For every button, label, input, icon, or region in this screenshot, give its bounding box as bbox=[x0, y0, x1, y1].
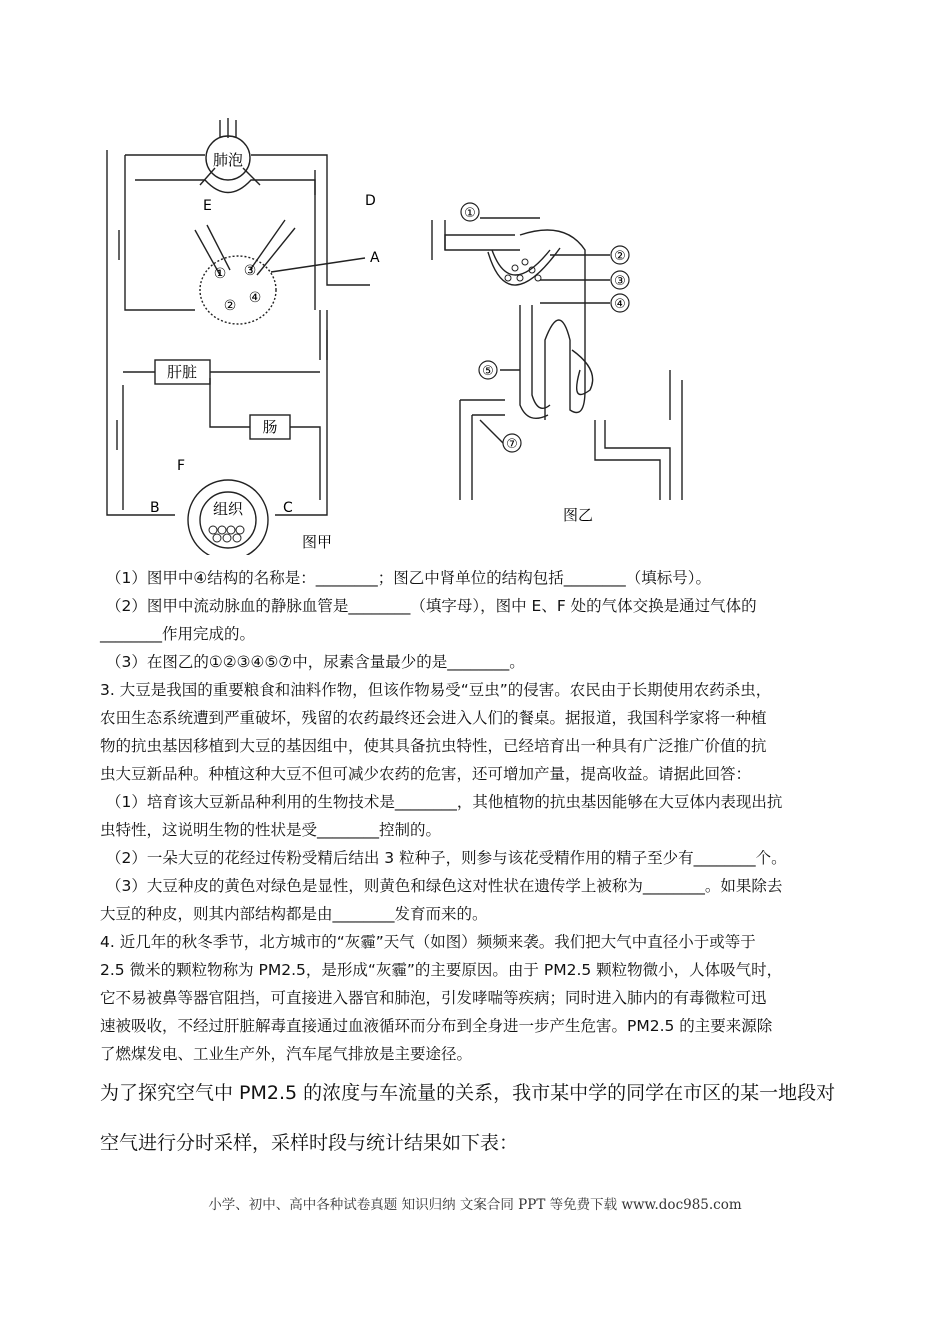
label-yi-3: ③ bbox=[614, 274, 626, 289]
figure-jia-circulation-diagram bbox=[95, 110, 395, 555]
q3-part3-line1: （3）大豆种皮的黄色对绿色是显性，则黄色和绿色这对性状在遗传学上被称为________。如果除去 bbox=[106, 877, 783, 895]
q4-paragraph2-line2: 空气进行分时采样，采样时段与统计结果如下表： bbox=[100, 1132, 519, 1154]
q2-part2-line1: （2）图甲中流动脉血的静脉血管是________（填字母），图中 E、F 处的气体交换是通过气体的 bbox=[106, 597, 757, 615]
question-3-block bbox=[100, 676, 840, 928]
q2-part3: （3）在图乙的①②③④⑤⑦中，尿素含量最少的是________。 bbox=[106, 653, 525, 671]
label-yi-2: ② bbox=[614, 249, 626, 264]
label-yi-1: ① bbox=[464, 206, 476, 221]
label-jia-3: ③ bbox=[243, 263, 257, 279]
figure-yi-caption: 图乙 bbox=[562, 506, 594, 524]
q3-part2: （2）一朵大豆的花经过传粉受精后结出 3 粒种子，则参与该花受精作用的精子至少有________个。 bbox=[106, 849, 787, 867]
label-tissue: 组织 bbox=[212, 500, 244, 518]
q3-part1-line2: 虫特性，这说明生物的性状是受________控制的。 bbox=[100, 821, 442, 839]
q4-intro-line: 4. 近几年的秋冬季节，北方城市的“灰霾”天气（如图）频频来袭。我们把大气中直径小于或等于 bbox=[100, 933, 756, 951]
q3-intro-line: 3. 大豆是我国的重要粮食和油料作物，但该作物易受“豆虫”的侵害。农民由于长期使用农药杀虫， bbox=[100, 681, 772, 699]
q2-part1: （1）图甲中④结构的名称是：________；图乙中肾单位的结构包括________（填标号）。 bbox=[106, 569, 712, 587]
label-E: E bbox=[203, 198, 212, 214]
label-intestine: 肠 bbox=[262, 418, 278, 436]
q4-intro-line: 了燃煤发电、工业生产外，汽车尾气排放是主要途径。 bbox=[100, 1045, 473, 1063]
label-liver: 肝脏 bbox=[166, 363, 198, 381]
q4-paragraph2-line1: 为了探究空气中 PM2.5 的浓度与车流量的关系，我市某中学的同学在市区的某一地段对 bbox=[100, 1082, 836, 1104]
q4-intro-line: 2.5 微米的颗粒物称为 PM2.5，是形成“灰霾”的主要原因。由于 PM2.5 颗粒物微小，人体吸气时， bbox=[100, 961, 783, 979]
q3-part3-line2: 大豆的种皮，则其内部结构都是由________发育而来的。 bbox=[100, 905, 488, 923]
q4-intro-line: 速被吸收，不经过肝脏解毒直接通过血液循环而分布到全身进一步产生危害。PM2.5 的主要来源除 bbox=[100, 1017, 773, 1035]
q3-part1-line1: （1）培育该大豆新品种利用的生物技术是________，其他植物的抗虫基因能够在大豆体内表现出抗 bbox=[106, 793, 783, 811]
label-A: A bbox=[370, 250, 380, 266]
label-yi-7: ⑦ bbox=[506, 437, 518, 452]
question-4-block bbox=[100, 928, 840, 1068]
q3-intro-line: 物的抗虫基因移植到大豆的基因组中，使其具备抗虫特性，已经培育出一种具有广泛推广价值的抗 bbox=[100, 737, 767, 755]
question-2-block bbox=[100, 564, 840, 676]
q2-part2-line2: ________作用完成的。 bbox=[100, 625, 256, 643]
label-jia-4: ④ bbox=[248, 290, 262, 306]
q3-intro-line: 虫大豆新品种。种植这种大豆不但可减少农药的危害，还可增加产量，提高收益。请据此回答： bbox=[100, 765, 752, 783]
label-B: B bbox=[150, 500, 160, 516]
q3-intro-line: 农田生态系统遭到严重破坏，残留的农药最终还会进入人们的餐桌。据报道，我国科学家将一种植 bbox=[100, 709, 767, 727]
label-yi-4: ④ bbox=[614, 297, 626, 312]
label-jia-2: ② bbox=[223, 298, 237, 314]
q4-intro-line: 它不易被鼻等器官阻挡，可直接进入器官和肺泡，引发哮喘等疾病；同时进入肺内的有毒微粒可迅 bbox=[100, 989, 767, 1007]
label-F: F bbox=[177, 458, 186, 474]
label-C: C bbox=[283, 500, 293, 516]
figure-jia-caption: 图甲 bbox=[301, 533, 333, 551]
label-D: D bbox=[365, 193, 376, 209]
page-footer: 小学、初中、高中各种试卷真题 知识归纳 文案合同 PPT 等免费下载 www.doc985.com bbox=[208, 1197, 742, 1213]
label-alveolus: 肺泡 bbox=[212, 151, 244, 169]
figure-yi-nephron-diagram bbox=[420, 190, 700, 535]
label-jia-1: ① bbox=[213, 266, 227, 282]
label-yi-5: ⑤ bbox=[482, 364, 494, 379]
